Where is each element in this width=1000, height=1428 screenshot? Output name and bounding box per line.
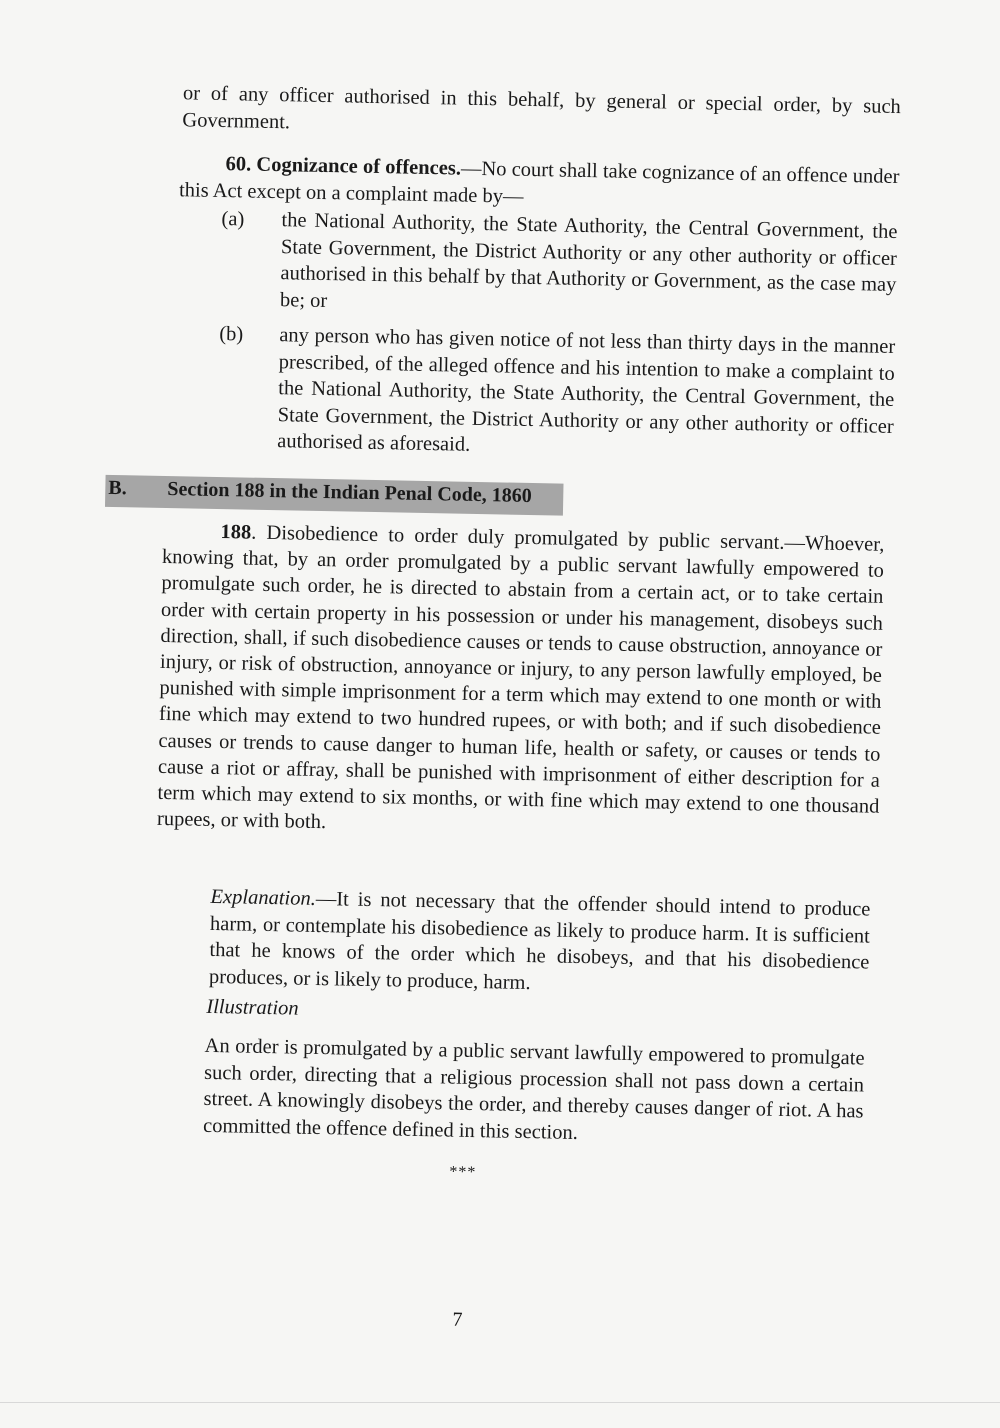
continuation-paragraph: or of any officer authorised in this behalf, by general or special order, by such Government.: [182, 82, 902, 133]
illustration-heading: Illustration: [206, 995, 299, 1020]
section-60-text: —No court shall take cognizance of an offence under this Act except on a complaint made by—: [178, 157, 900, 208]
section-b-label: B.: [108, 476, 127, 500]
section-188-heading: 188: [220, 521, 252, 544]
explanation-text: —It is not necessary that the offender should intend to produce harm, or contemplate his disobedience as likely to produce harm. It is sufficient that he knows of the order which he disobeys, and that his disobedience produces, or is likely to produce, harm.: [208, 887, 871, 994]
explanation-heading: Explanation.: [210, 885, 317, 910]
section-188-text: . Disobedience to order duly promulgated by public servant.—Whoever, knowing that, by an order promulgated by a public servant lawfully empowered to promulgate such order, he is directed to abstain from a certain act, or to take certain order with certain property in his possession or under his management, disobeys such direction, shall, if such disobedience causes or tends to cause obstruction, annoyance or injury, or risk of obstruction, annoyance or injury, to any person lawfully employed, be punished with simple imprisonment for a term which may extend to one month or with fine which may extend to two hundred rupees, or with both; and if such disobedience causes or trends to cause danger to human life, health or safety, or causes or tends to cause a riot or affray, shall be punished with imprisonment of either description for a term which may extend to six months, or with fine which may extend to one thousand rupees, or with both.: [156, 521, 885, 834]
section-b-title: Section 188 in the Indian Penal Code, 1860: [167, 478, 532, 508]
page-number: 7: [452, 1308, 463, 1331]
illustration-paragraph: An order is promulgated by a public servant lawfully empowered to promulgate such order, directing that a religious procession shall not pass down a certain street. A knowingly disobeys the order, and thereby causes danger of riot. A has committed the offence defined in this section.: [202, 1034, 865, 1144]
clause-a-label: (a): [221, 208, 245, 231]
scan-edge-line: [0, 1402, 1000, 1403]
clause-b-text: any person who has given notice of not less than thirty days in the manner prescribed, of the alleged offence and his intention to make a complaint to the National Authority, the State Authority, the Central Government, the State Government, the District Authority or any other authority or officer authorised as aforesaid.: [277, 324, 896, 456]
clause-a-text: the National Authority, the State Authority, the Central Government, the State Government, the District Authority or any other authority or officer authorised in this behalf by that Authority or Government, as the case may be; or: [279, 209, 898, 312]
section-188-paragraph: [157, 518, 885, 846]
clause-b-label: (b): [219, 322, 244, 346]
explanation-paragraph: [209, 884, 871, 1003]
section-60-heading: 60. Cognizance of offences.: [225, 153, 462, 180]
end-marker: ***: [449, 1163, 477, 1182]
